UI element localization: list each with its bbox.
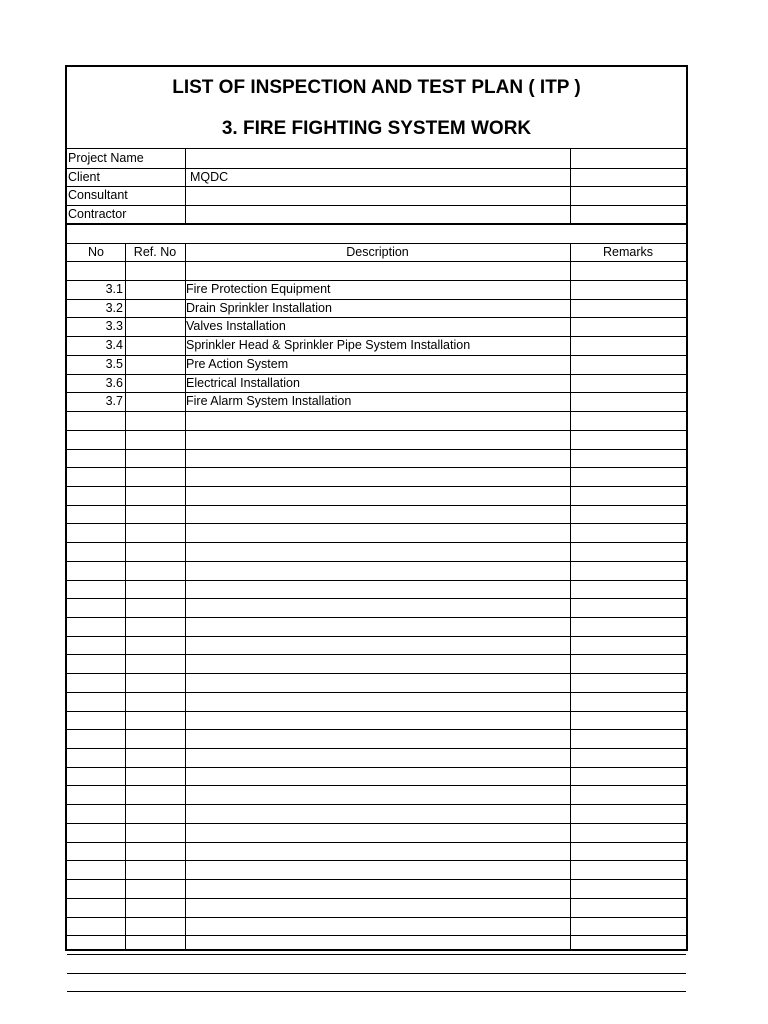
row-ref-no	[128, 280, 184, 298]
row-no: 3.1	[105, 282, 123, 296]
row-description	[186, 261, 569, 279]
info-value	[190, 186, 567, 204]
row-description: Valves Installation	[186, 319, 286, 333]
row-rule	[67, 917, 686, 918]
row-description: Fire Alarm System Installation	[186, 394, 352, 408]
row-rule	[67, 748, 686, 749]
row-rule	[67, 991, 686, 992]
column-rule	[570, 243, 571, 949]
row-ref-no	[128, 355, 184, 373]
itp-table	[67, 149, 686, 949]
row-rule	[67, 842, 686, 843]
row-description: Sprinkler Head & Sprinkler Pipe System Installation	[186, 338, 471, 352]
document-subtitle: 3. FIRE FIGHTING SYSTEM WORK	[221, 118, 532, 139]
row-ref-no	[128, 336, 184, 354]
row-ref-no	[128, 392, 184, 410]
row-rule	[67, 580, 686, 581]
header-remarks: Remarks	[602, 245, 653, 259]
row-ref-no	[128, 299, 184, 317]
info-value	[190, 149, 567, 167]
header-no: No	[88, 245, 104, 259]
info-label: Contractor	[68, 207, 127, 221]
info-label: Client	[68, 170, 100, 184]
column-rule	[125, 243, 126, 949]
row-ref-no	[128, 317, 184, 335]
row-rule	[67, 729, 686, 730]
row-rule	[67, 785, 686, 786]
row-rule	[67, 692, 686, 693]
row-rule	[67, 542, 686, 543]
row-no: 3.2	[105, 301, 123, 315]
row-remarks	[573, 280, 685, 298]
row-rule	[67, 879, 686, 880]
row-no: 3.5	[105, 357, 123, 371]
row-rule	[67, 617, 686, 618]
row-description: Electrical Installation	[186, 376, 300, 390]
row-no: 3.3	[105, 319, 123, 333]
row-ref-no	[128, 374, 184, 392]
row-rule	[67, 411, 686, 412]
header-description: Description	[346, 245, 409, 259]
row-rule	[67, 636, 686, 637]
row-rule	[67, 823, 686, 824]
row-rule	[67, 467, 686, 468]
info-value: MQDC	[190, 170, 229, 184]
row-rule	[67, 430, 686, 431]
row-rule	[67, 223, 686, 225]
column-rule	[570, 149, 571, 224]
row-rule	[67, 523, 686, 524]
row-remarks	[573, 299, 685, 317]
column-rule	[185, 149, 186, 224]
row-remarks	[573, 355, 685, 373]
title-block	[67, 67, 686, 149]
document-title: LIST OF INSPECTION AND TEST PLAN ( ITP )	[172, 77, 581, 98]
info-label: Consultant	[68, 188, 128, 202]
row-remarks	[573, 336, 685, 354]
row-description: Fire Protection Equipment	[186, 282, 331, 296]
row-rule	[67, 860, 686, 861]
row-rule	[67, 654, 686, 655]
row-remarks	[573, 392, 685, 410]
header-ref-no: Ref. No	[133, 245, 177, 259]
row-rule	[67, 935, 686, 936]
row-remarks	[573, 374, 685, 392]
row-description: Drain Sprinkler Installation	[186, 301, 332, 315]
row-rule	[67, 973, 686, 974]
row-rule	[67, 954, 686, 955]
row-no: 3.4	[105, 338, 123, 352]
row-rule	[67, 711, 686, 712]
row-rule	[67, 598, 686, 599]
info-value	[190, 205, 567, 223]
row-rule	[67, 505, 686, 506]
row-rule	[67, 673, 686, 674]
row-remarks	[573, 261, 685, 279]
row-rule	[67, 486, 686, 487]
row-rule	[67, 449, 686, 450]
row-no: 3.7	[105, 394, 123, 408]
row-rule	[67, 804, 686, 805]
row-remarks	[573, 317, 685, 335]
itp-sheet	[65, 65, 688, 951]
row-no	[67, 261, 123, 279]
row-rule	[67, 898, 686, 899]
row-no: 3.6	[105, 376, 123, 390]
row-rule	[67, 561, 686, 562]
info-label: Project Name	[68, 151, 144, 165]
row-rule	[67, 767, 686, 768]
row-ref-no	[128, 261, 184, 279]
row-description: Pre Action System	[186, 357, 289, 371]
